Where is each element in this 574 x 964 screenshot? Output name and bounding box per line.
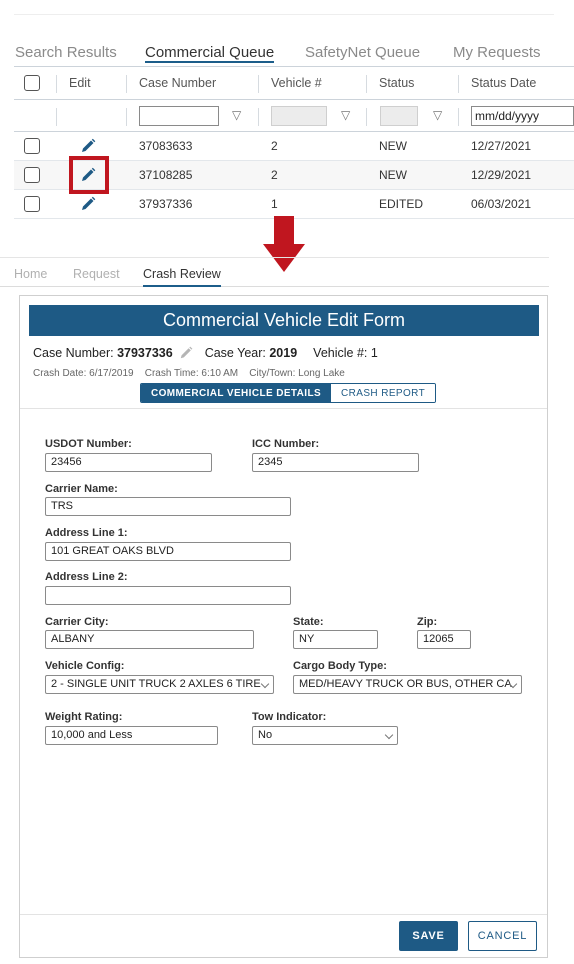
icc-input[interactable]: 2345: [252, 453, 419, 472]
top-divider: [14, 14, 554, 15]
status-filter-input[interactable]: [380, 106, 418, 126]
vehicle-cell: 1: [271, 197, 278, 211]
table-row[interactable]: [14, 190, 574, 219]
tow-indicator-value: No: [258, 729, 273, 741]
tab-home[interactable]: Home: [14, 267, 48, 281]
crash-city: City/Town: Long Lake: [249, 368, 345, 379]
carrier-name-input[interactable]: TRS: [45, 497, 291, 516]
carrier-name-label: Carrier Name:: [45, 483, 118, 495]
filter-row: [14, 100, 574, 132]
form-section-toggle: [140, 383, 436, 403]
queue-tabs: [14, 44, 574, 64]
select-all-checkbox[interactable]: [24, 67, 40, 99]
filter-icon[interactable]: ▽: [341, 108, 351, 122]
weight-rating-input[interactable]: 10,000 and Less: [45, 726, 218, 745]
form-title: Commercial Vehicle Edit Form: [29, 305, 539, 336]
status-cell: NEW: [379, 168, 407, 182]
save-button[interactable]: SAVE: [399, 921, 458, 951]
chevron-down-icon: [385, 731, 393, 739]
case-summary: [33, 346, 378, 360]
case-number-value: 37937336: [117, 346, 173, 360]
review-tabs: [0, 257, 549, 287]
form-divider: [20, 408, 547, 409]
status-date-cell: 12/29/2021: [471, 168, 532, 182]
column-header-status[interactable]: Status: [379, 76, 415, 90]
tab-commercial-queue[interactable]: Commercial Queue: [145, 44, 275, 61]
crash-report-tab[interactable]: CRASH REPORT: [331, 384, 435, 402]
usdot-input[interactable]: 23456: [45, 453, 212, 472]
tab-crash-review[interactable]: Crash Review: [143, 267, 221, 287]
icc-label: ICC Number:: [252, 438, 320, 450]
column-header-case-number[interactable]: Case Number: [139, 76, 217, 90]
case-year-value: 2019: [269, 346, 298, 360]
weight-rating-label: Weight Rating:: [45, 711, 123, 723]
vehicle-config-select[interactable]: [45, 675, 274, 694]
status-cell: EDITED: [379, 197, 424, 211]
address2-label: Address Line 2:: [45, 571, 128, 583]
tow-indicator-label: Tow Indicator:: [252, 711, 327, 723]
crash-time: Crash Time: 6:10 AM: [144, 368, 239, 379]
edit-form-panel: [19, 295, 548, 958]
column-header-status-date[interactable]: Status Date: [471, 76, 537, 90]
pencil-icon[interactable]: [80, 190, 96, 218]
usdot-label: USDOT Number:: [45, 438, 132, 450]
address1-label: Address Line 1:: [45, 527, 128, 539]
cargo-body-value: MED/HEAVY TRUCK OR BUS, OTHER CA: [299, 678, 512, 690]
cancel-button[interactable]: CANCEL: [468, 921, 537, 951]
tab-search-results[interactable]: Search Results: [15, 44, 117, 61]
row-checkbox[interactable]: [24, 132, 40, 160]
queue-grid: [14, 66, 574, 219]
footer-divider: [20, 914, 547, 915]
vehicle-value: 1: [370, 346, 378, 360]
vehicle-label: Vehicle #:: [313, 346, 368, 360]
case-number-filter-input[interactable]: [139, 106, 219, 126]
zip-input[interactable]: 12065: [417, 630, 471, 649]
vehicle-config-label: Vehicle Config:: [45, 660, 125, 672]
case-year-label: Case Year:: [204, 346, 266, 360]
status-date-filter-input[interactable]: mm/dd/yyyy: [471, 106, 574, 126]
address2-input[interactable]: [45, 586, 291, 605]
filter-icon[interactable]: ▽: [232, 108, 242, 122]
vehicle-cell: 2: [271, 139, 278, 153]
carrier-city-label: Carrier City:: [45, 616, 109, 628]
status-date-cell: 06/03/2021: [471, 197, 532, 211]
tab-safetynet-queue[interactable]: SafetyNet Queue: [305, 44, 421, 61]
case-number-cell: 37937336: [139, 197, 193, 211]
vehicle-cell: 2: [271, 168, 278, 182]
highlight-box: [69, 156, 109, 194]
chevron-down-icon: [261, 680, 269, 688]
crash-info: [33, 368, 345, 379]
status-cell: NEW: [379, 139, 407, 153]
row-checkbox[interactable]: [24, 190, 40, 218]
crash-date: Crash Date: 6/17/2019: [33, 368, 134, 379]
case-number-cell: 37108285: [139, 168, 193, 182]
case-number-cell: 37083633: [139, 139, 193, 153]
cargo-body-select[interactable]: [293, 675, 522, 694]
status-date-cell: 12/27/2021: [471, 139, 532, 153]
vehicle-filter-input[interactable]: [271, 106, 327, 126]
case-number-label: Case Number:: [33, 346, 114, 360]
state-input[interactable]: NY: [293, 630, 378, 649]
tab-request[interactable]: Request: [73, 267, 120, 281]
cargo-body-label: Cargo Body Type:: [293, 660, 387, 672]
zip-label: Zip:: [417, 616, 438, 628]
row-checkbox[interactable]: [24, 161, 40, 189]
column-header-edit: Edit: [69, 76, 91, 90]
address1-input[interactable]: 101 GREAT OAKS BLVD: [45, 542, 291, 561]
column-header-vehicle[interactable]: Vehicle #: [271, 76, 322, 90]
grid-header: [14, 66, 574, 100]
pencil-icon[interactable]: [179, 346, 193, 360]
vehicle-config-value: 2 - SINGLE UNIT TRUCK 2 AXLES 6 TIRE: [51, 678, 261, 690]
commercial-vehicle-details-tab[interactable]: COMMERCIAL VEHICLE DETAILS: [141, 384, 331, 402]
carrier-city-input[interactable]: ALBANY: [45, 630, 254, 649]
tow-indicator-select[interactable]: [252, 726, 398, 745]
tab-my-requests[interactable]: My Requests: [453, 44, 541, 61]
filter-icon[interactable]: ▽: [433, 108, 443, 122]
state-label: State:: [293, 616, 324, 628]
